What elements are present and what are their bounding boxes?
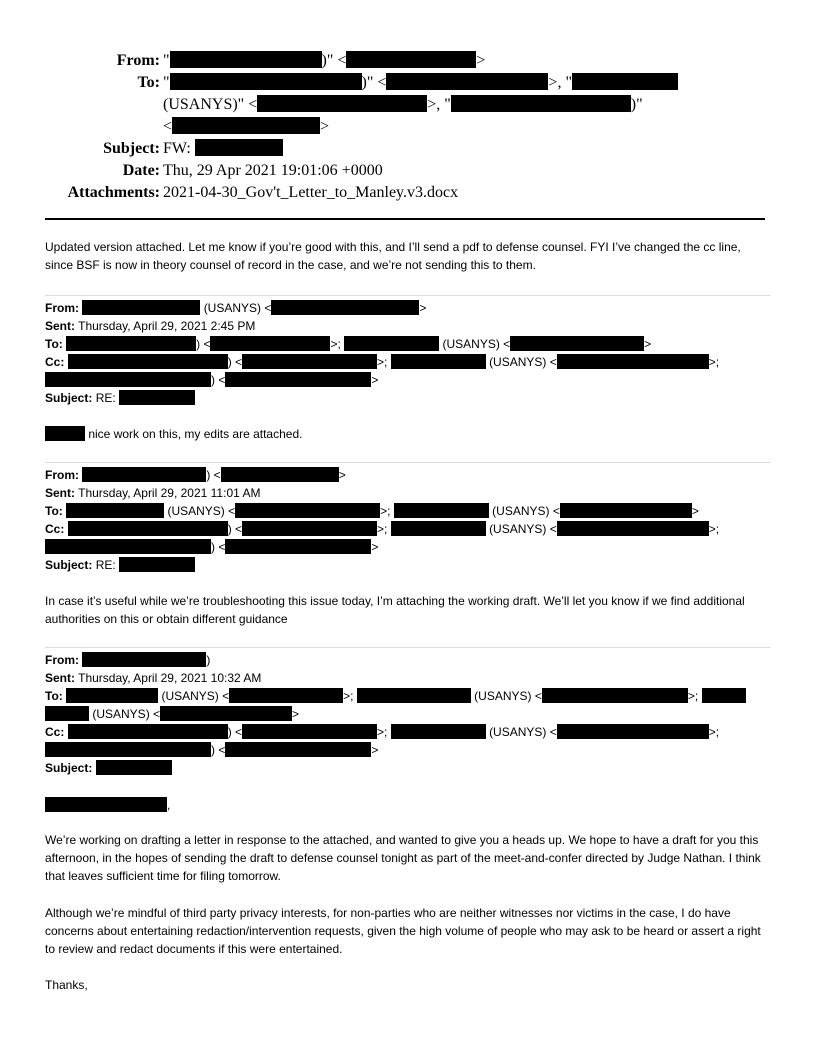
email1-to-row	[45, 335, 770, 353]
separator: )	[206, 653, 211, 667]
email1-subject-row	[45, 389, 770, 407]
thread-divider	[45, 647, 770, 648]
cc-label: Cc:	[45, 355, 65, 369]
recipient-text: (USANYS) <	[167, 504, 236, 518]
attachment-link[interactable]: 2021-04-30_Gov't_Letter_to_Manley.v3.docx	[163, 184, 459, 201]
quoted-email-1	[45, 299, 770, 407]
redaction-box	[160, 706, 292, 721]
sent-label: Sent:	[45, 671, 75, 685]
intro-text: Updated version attached. Let me know if you’re good with this, and I’ll send a pdf to defense counsel. FYI I’ve changed the cc line, since BSF is now in theory counsel of record in the case, and we’re not sending this to them.	[45, 240, 741, 272]
email3-from-row	[45, 651, 770, 669]
redaction-box	[346, 51, 476, 68]
to-label: To:	[45, 504, 63, 518]
redaction-box	[391, 521, 486, 536]
subject-prefix: RE:	[95, 391, 116, 405]
email2-subject-row	[45, 556, 770, 574]
cc-label: Cc:	[45, 522, 65, 536]
separator: ,	[167, 798, 171, 812]
recipient-text: (USANYS) <	[489, 522, 557, 536]
redaction-box	[225, 539, 371, 554]
redaction-box	[119, 557, 195, 572]
separator: ) <	[227, 725, 243, 739]
redaction-box	[225, 372, 371, 387]
redaction-box	[702, 688, 746, 703]
email3-body-text-2: Although we’re mindful of third party privacy interests, for non-parties who are neither witnesses nor victims in the case, I do have concerns about entertaining redaction/intervention requests, given the high volume of people who may ask to be heard or assert a right to review and redact documents if this were entertained.	[45, 906, 761, 956]
redaction-box	[242, 521, 377, 536]
redaction-box	[557, 521, 709, 536]
email2-body	[45, 592, 770, 628]
redaction-box	[170, 73, 362, 90]
redaction-box	[542, 688, 688, 703]
from-label: From:	[45, 301, 79, 315]
recipient-text: (USANYS) <	[489, 725, 557, 739]
separator: >	[644, 337, 652, 351]
subject-prefix: FW:	[163, 140, 191, 157]
separator: ) <	[211, 373, 226, 387]
redaction-box	[45, 742, 211, 757]
email1-body	[45, 425, 770, 443]
redaction-box	[572, 73, 678, 90]
separator: >;	[687, 689, 699, 703]
separator: ) <	[211, 743, 226, 757]
recipient-text: (USANYS) <	[492, 504, 560, 518]
recipient-text: (USANYS) <	[92, 707, 161, 721]
date-label: Date:	[122, 162, 160, 179]
separator: ) <	[196, 337, 211, 351]
separator: )" <	[321, 52, 347, 69]
separator: >;	[708, 725, 720, 739]
redaction-box	[82, 652, 206, 667]
separator: ) <	[227, 355, 243, 369]
redaction-box	[210, 336, 330, 351]
redaction-box	[451, 95, 631, 112]
separator: >;	[330, 337, 341, 351]
redaction-box	[82, 467, 206, 482]
thread-divider	[45, 462, 770, 463]
sent-value: Thursday, April 29, 2021 11:01 AM	[78, 486, 261, 500]
redaction-box	[391, 354, 486, 369]
redaction-box	[357, 688, 471, 703]
redaction-box	[344, 336, 439, 351]
email3-cc-row-2	[45, 741, 770, 759]
to-label: To:	[45, 337, 63, 351]
header-from-row	[40, 50, 780, 72]
email3-signoff	[45, 976, 770, 994]
header-attachments-row	[40, 182, 780, 204]
redaction-box	[170, 51, 322, 68]
email3-body-2	[45, 904, 770, 958]
redaction-box	[235, 503, 380, 518]
separator: <	[163, 118, 173, 135]
sent-value: Thursday, April 29, 2021 2:45 PM	[78, 319, 256, 333]
sent-label: Sent:	[45, 486, 75, 500]
redaction-box	[96, 760, 172, 775]
redaction-box	[221, 467, 339, 482]
subject-label: Subject:	[103, 140, 160, 157]
separator: >	[476, 52, 486, 69]
subject-label: Subject:	[45, 558, 93, 572]
redaction-box	[66, 688, 158, 703]
redaction-box	[68, 724, 228, 739]
email2-sent-row	[45, 484, 770, 502]
email2-to-row	[45, 502, 770, 520]
separator: >;	[708, 522, 720, 536]
signoff-text: Thanks,	[45, 978, 88, 992]
recipient-text: (USANYS) <	[203, 301, 272, 315]
email1-cc-row	[45, 353, 770, 371]
separator: >, "	[548, 74, 572, 91]
redaction-box	[557, 724, 709, 739]
intro-message	[45, 238, 770, 274]
redaction-box	[225, 742, 371, 757]
subject-prefix: RE:	[95, 558, 116, 572]
separator: >, "	[427, 96, 451, 113]
to-label: To:	[137, 74, 160, 91]
separator: >	[292, 707, 300, 721]
email3-sent-row	[45, 669, 770, 687]
recipient-text: (USANYS) <	[474, 689, 542, 703]
separator: >	[371, 540, 379, 554]
email3-to-row	[45, 687, 770, 705]
redaction-box	[195, 139, 283, 156]
email3-body-1	[45, 831, 770, 885]
email3-subject-row	[45, 759, 770, 777]
email2-from-row	[45, 466, 770, 484]
header-subject-row	[40, 138, 780, 160]
redaction-box	[66, 336, 196, 351]
separator: )"	[630, 96, 643, 113]
redaction-box	[386, 73, 548, 90]
email3-body-text-1: We’re working on drafting a letter in response to the attached, and wanted to give you a heads up. We hope to have a draft for you this afternoon, in the hopes of sending the draft to defense counsel tonight as part of the meet-and-confer directed by Judge Nathan. I think that leaves sufficient time for filing tomorrow.	[45, 833, 761, 883]
redaction-box	[394, 503, 489, 518]
quoted-email-3	[45, 651, 770, 777]
email1-body-text: nice work on this, my edits are attached.	[88, 427, 303, 441]
email3-cc-row	[45, 723, 770, 741]
email1-from-row	[45, 299, 770, 317]
email2-cc-row-2	[45, 538, 770, 556]
email1-cc-row-2	[45, 371, 770, 389]
redaction-box	[242, 354, 377, 369]
header-divider	[45, 218, 765, 220]
redaction-box	[66, 503, 164, 518]
separator: >;	[377, 725, 388, 739]
separator: >	[371, 743, 379, 757]
separator: >	[419, 301, 427, 315]
redaction-box	[68, 521, 228, 536]
redaction-box	[82, 300, 200, 315]
redaction-box	[172, 117, 320, 134]
redaction-box	[229, 688, 343, 703]
email2-body-text: In case it’s useful while we’re troubleshooting this issue today, I’m attaching the working draft. We’ll let you know if we find additional authorities on this or obtain different guidance	[45, 594, 745, 626]
separator: >;	[377, 355, 388, 369]
redaction-box	[45, 797, 167, 812]
thread-divider	[45, 295, 770, 296]
redaction-box	[557, 354, 709, 369]
sent-label: Sent:	[45, 319, 75, 333]
redaction-box	[45, 706, 89, 721]
attachments-label: Attachments:	[67, 184, 160, 201]
email3-to-row-2	[45, 705, 770, 723]
separator: ) <	[206, 468, 221, 482]
recipient-text: (USANYS)" <	[163, 96, 258, 113]
separator: >;	[380, 504, 391, 518]
email3-greeting	[45, 796, 770, 814]
cc-label: Cc:	[45, 725, 65, 739]
redaction-box	[45, 372, 211, 387]
redaction-box	[257, 95, 427, 112]
recipient-text: (USANYS) <	[442, 337, 511, 351]
from-label: From:	[45, 653, 79, 667]
redaction-box	[271, 300, 419, 315]
email1-sent-row	[45, 317, 770, 335]
subject-label: Subject:	[45, 761, 93, 775]
email-header	[40, 50, 780, 204]
from-label: From:	[116, 52, 160, 69]
separator: >;	[708, 355, 720, 369]
redaction-box	[68, 354, 228, 369]
separator: >;	[377, 522, 388, 536]
redaction-box	[45, 539, 211, 554]
redaction-box	[119, 390, 195, 405]
separator: >;	[343, 689, 354, 703]
quote: "	[163, 52, 170, 69]
from-label: From:	[45, 468, 79, 482]
header-to-row	[40, 72, 780, 138]
recipient-text: (USANYS) <	[161, 689, 230, 703]
separator: ) <	[227, 522, 243, 536]
redaction-box	[510, 336, 644, 351]
separator: >	[691, 504, 699, 518]
quote: "	[163, 74, 170, 91]
to-label: To:	[45, 689, 63, 703]
header-date-row	[40, 160, 780, 182]
separator: )" <	[361, 74, 387, 91]
recipient-text: (USANYS) <	[489, 355, 557, 369]
separator: >	[371, 373, 379, 387]
quoted-email-2	[45, 466, 770, 574]
redaction-box	[391, 724, 486, 739]
redaction-box	[45, 426, 85, 441]
date-value: Thu, 29 Apr 2021 19:01:06 +0000	[163, 162, 383, 179]
separator: ) <	[211, 540, 226, 554]
separator: >	[338, 468, 346, 482]
separator: >	[320, 118, 330, 135]
email2-cc-row	[45, 520, 770, 538]
sent-value: Thursday, April 29, 2021 10:32 AM	[78, 671, 262, 685]
redaction-box	[242, 724, 377, 739]
redaction-box	[560, 503, 692, 518]
subject-label: Subject:	[45, 391, 93, 405]
